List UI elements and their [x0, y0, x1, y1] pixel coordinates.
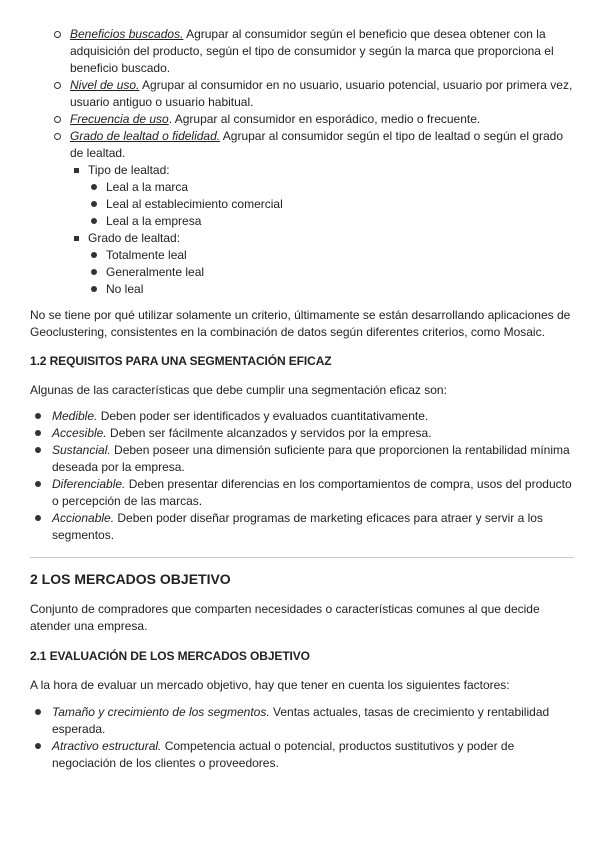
list-item	[30, 128, 574, 298]
term: Accesible.	[52, 426, 107, 440]
list-item	[30, 77, 574, 111]
list-item	[30, 738, 574, 772]
list-item	[30, 442, 574, 476]
description: Agrupar al consumidor según el beneficio que desea obtener con la adquisición del producto, según el tipo de consumidor y según la marca que proporciona el beneficio buscado.	[70, 27, 554, 75]
term: Accionable.	[52, 511, 115, 525]
section-heading-2-1: 2.1 EVALUACIÓN DE LOS MERCADOS OBJETIVO	[30, 649, 310, 663]
description: Deben poseer una dimensión suficiente para que proporcionen la rentabilidad mínima deseada por la empresa.	[52, 443, 570, 474]
term: Beneficios buscados.	[70, 27, 184, 41]
loyalty-degrees-list	[88, 247, 574, 298]
list-item	[30, 26, 574, 77]
list-item	[30, 111, 574, 128]
list-item	[30, 408, 574, 425]
section-2-1-intro: A la hora de evaluar un mercado objetivo, hay que tener en cuenta los siguientes factores:	[30, 678, 510, 692]
evaluation-factors-list	[30, 704, 574, 772]
loyalty-sublist	[70, 162, 574, 298]
description: Deben poder ser identificados y evaluados cuantitativamente.	[97, 409, 429, 423]
geoclustering-paragraph: No se tiene por qué utilizar solamente un criterio, últimamente se están desarrollando aplicaciones de Geoclustering, consistentes en la combinación de datos según diferentes criterios, como Mosaic.	[30, 308, 571, 339]
list-item	[30, 510, 574, 544]
section-1-2-intro: Algunas de las características que debe cumplir una segmentación eficaz son:	[30, 383, 447, 397]
section-2-intro: Conjunto de compradores que comparten necesidades o características comunes al que decide atender una empresa.	[30, 602, 540, 633]
term: Nivel de uso.	[70, 78, 140, 92]
description: Deben presentar diferencias en los comportamientos de compra, usos del producto o percepción de las marcas.	[52, 477, 572, 508]
description: Ventas actuales, tasas de crecimiento y rentabilidad esperada.	[52, 705, 550, 736]
list-item: Leal al establecimiento comercial	[88, 196, 574, 213]
term: Grado de lealtad o fidelidad.	[70, 129, 221, 143]
loyalty-types-list	[88, 179, 574, 230]
requirements-list	[30, 408, 574, 544]
description: . Agrupar al consumidor en esporádico, medio o frecuente.	[168, 112, 481, 126]
section-divider	[30, 557, 574, 558]
description: Deben poder diseñar programas de marketing eficaces para atraer y servir a los segmentos.	[52, 511, 543, 542]
list-item: No leal	[88, 281, 574, 298]
description: Competencia actual o potencial, productos sustitutivos y poder de negociación de los clientes o proveedores.	[52, 739, 515, 770]
term: Diferenciable.	[52, 477, 126, 491]
section-heading-1-2: 1.2 REQUISITOS PARA UNA SEGMENTACIÓN EFICAZ	[30, 354, 332, 368]
list-item	[30, 425, 574, 442]
list-item: Leal a la marca	[88, 179, 574, 196]
list-item: Totalmente leal	[88, 247, 574, 264]
description: Agrupar al consumidor según el tipo de lealtad o según el grado de lealtad.	[70, 129, 564, 160]
segmentation-criteria-list	[30, 26, 574, 298]
section-heading-2: 2 LOS MERCADOS OBJETIVO	[30, 571, 231, 587]
term: Frecuencia de uso	[70, 112, 169, 126]
description: Deben ser fácilmente alcanzados y servidos por la empresa.	[106, 426, 432, 440]
loyalty-type-label: Tipo de lealtad:	[88, 163, 170, 177]
term: Atractivo estructural.	[52, 739, 162, 753]
term: Medible.	[52, 409, 98, 423]
term: Sustancial.	[52, 443, 111, 457]
list-item	[70, 162, 574, 230]
list-item: Leal a la empresa	[88, 213, 574, 230]
loyalty-degree-label: Grado de lealtad:	[88, 231, 181, 245]
list-item	[70, 230, 574, 298]
term: Tamaño y crecimiento de los segmentos.	[52, 705, 270, 719]
list-item: Generalmente leal	[88, 264, 574, 281]
list-item	[30, 704, 574, 738]
description: Agrupar al consumidor en no usuario, usuario potencial, usuario por primera vez, usuario antiguo o usuario habitual.	[70, 78, 573, 109]
document-content	[30, 26, 574, 772]
list-item	[30, 476, 574, 510]
